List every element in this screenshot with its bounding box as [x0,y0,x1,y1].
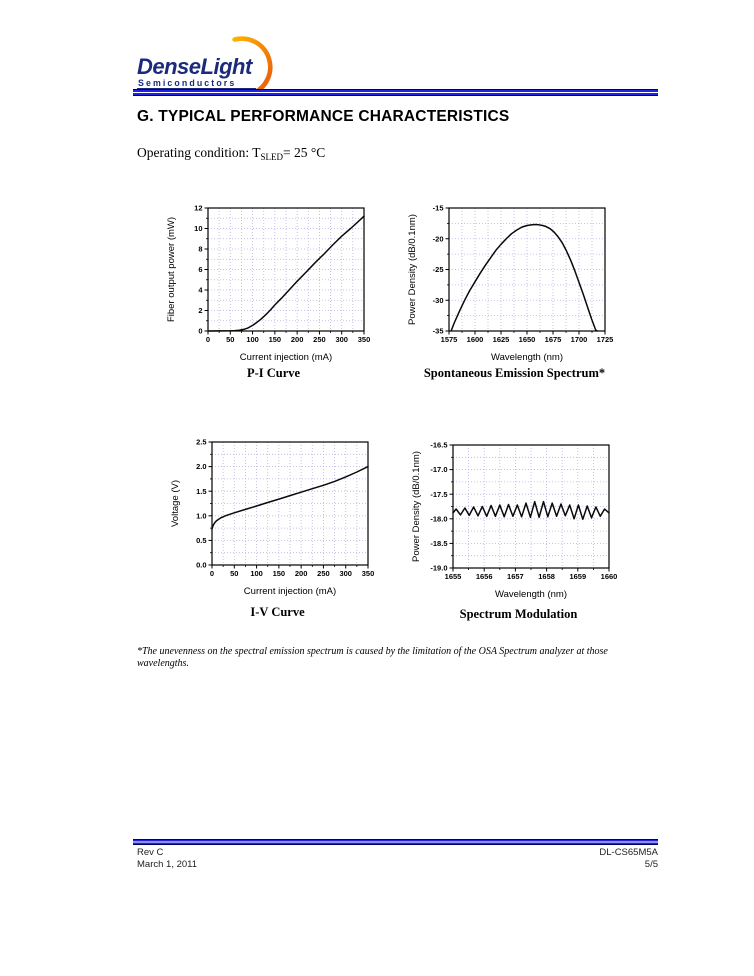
svg-text:Wavelength (nm): Wavelength (nm) [495,589,567,600]
svg-text:1656: 1656 [475,572,493,581]
iv-curve-caption: I-V Curve [250,605,305,619]
svg-text:Current injection (mA): Current injection (mA) [243,586,337,597]
emission-spectrum-plot [407,196,622,364]
svg-text:Wavelength (nm): Wavelength (nm) [491,352,563,363]
spectrum-modulation-plot [411,433,626,601]
svg-text:8: 8 [198,244,203,254]
svg-text:1655: 1655 [444,572,462,581]
svg-text:350: 350 [361,569,375,578]
svg-text:200: 200 [290,335,304,344]
svg-text:-17.5: -17.5 [430,489,448,499]
svg-text:-17.0: -17.0 [430,465,448,475]
iv-curve-plot [170,430,385,598]
logo-tagline: Semiconductors [138,78,237,88]
svg-text:0: 0 [205,335,211,344]
svg-text:250: 250 [313,335,326,344]
svg-text:300: 300 [339,569,352,578]
footer-date: March 1, 2011 [137,858,198,870]
footer-right [437,847,658,870]
svg-text:-35: -35 [432,326,444,336]
footer-document-number: DL-CS65M5A [599,847,658,858]
section-title: G. TYPICAL PERFORMANCE CHARACTERISTICS [137,108,510,125]
svg-text:Voltage (V): Voltage (V) [170,480,181,527]
svg-text:200: 200 [294,569,308,578]
svg-text:-30: -30 [432,295,444,305]
svg-text:100: 100 [250,569,263,578]
svg-text:100: 100 [246,335,259,344]
emission-spectrum-chart [407,196,622,381]
svg-text:Power Density (dB/0.1nm): Power Density (dB/0.1nm) [407,214,418,325]
svg-text:1.5: 1.5 [196,486,207,496]
svg-text:1700: 1700 [570,335,588,344]
logo-wordmark: DenseLight [137,54,252,79]
svg-text:0.0: 0.0 [196,560,207,570]
svg-text:2.5: 2.5 [196,437,207,447]
pi-curve-caption: P-I Curve [246,366,301,380]
spectrum-modulation-caption: Spectrum Modulation [459,607,578,621]
pi-curve-chart [166,196,381,381]
svg-text:0.5: 0.5 [196,536,207,545]
footer-left [137,847,197,870]
svg-text:1725: 1725 [596,335,614,344]
header-rule [133,89,658,96]
footer-rule [133,839,658,845]
svg-text:0: 0 [198,326,203,336]
svg-text:1600: 1600 [466,335,484,344]
svg-text:150: 150 [268,335,282,344]
pi-curve-plot [166,196,381,364]
operating-condition-suffix: = 25 °C [282,145,326,160]
svg-text:-18.0: -18.0 [430,514,448,524]
svg-text:10: 10 [194,224,203,234]
svg-text:150: 150 [272,569,286,578]
svg-text:Fiber output power (mW): Fiber output power (mW) [166,216,177,323]
svg-text:300: 300 [335,335,348,344]
svg-text:1625: 1625 [492,335,510,344]
operating-condition [137,145,325,162]
svg-text:1650: 1650 [518,335,536,344]
spectrum-modulation-chart [411,433,626,622]
svg-text:-20: -20 [432,234,444,244]
svg-text:350: 350 [357,335,371,344]
svg-text:0: 0 [209,569,215,578]
svg-text:Power Density (dB/0.1nm): Power Density (dB/0.1nm) [411,451,422,562]
emission-spectrum-caption: Spontaneous Emission Spectrum* [423,366,606,380]
svg-text:-25: -25 [432,265,444,275]
logo [137,36,287,92]
svg-text:1657: 1657 [507,572,524,581]
svg-text:-16.5: -16.5 [430,440,448,450]
footer-page-number: 5/5 [644,858,658,870]
svg-text:1575: 1575 [440,335,458,344]
svg-text:-18.5: -18.5 [430,539,448,548]
svg-text:4: 4 [198,285,203,295]
svg-text:-15: -15 [432,203,444,213]
operating-condition-prefix: Operating condition: T [137,145,261,160]
svg-text:1675: 1675 [544,335,562,344]
operating-condition-subscript: SLED [260,152,283,162]
svg-text:50: 50 [226,335,235,344]
svg-text:6: 6 [198,265,203,275]
iv-curve-chart [170,430,385,620]
svg-text:2: 2 [198,306,203,316]
svg-text:50: 50 [230,569,239,578]
svg-text:2.0: 2.0 [196,462,207,472]
svg-text:1660: 1660 [600,572,618,581]
svg-text:1.0: 1.0 [196,511,207,521]
svg-text:Current injection (mA): Current injection (mA) [239,352,333,363]
footer-revision: Rev C [137,847,164,858]
svg-text:250: 250 [317,569,330,578]
svg-text:12: 12 [194,203,203,213]
svg-text:-19.0: -19.0 [430,563,448,573]
svg-text:1658: 1658 [538,572,555,581]
svg-text:1659: 1659 [569,572,587,581]
footnote: *The unevenness on the spectral emission spectrum is caused by the limitation of the OSA Spectrum analyzer at those wavelengths. [137,646,608,669]
